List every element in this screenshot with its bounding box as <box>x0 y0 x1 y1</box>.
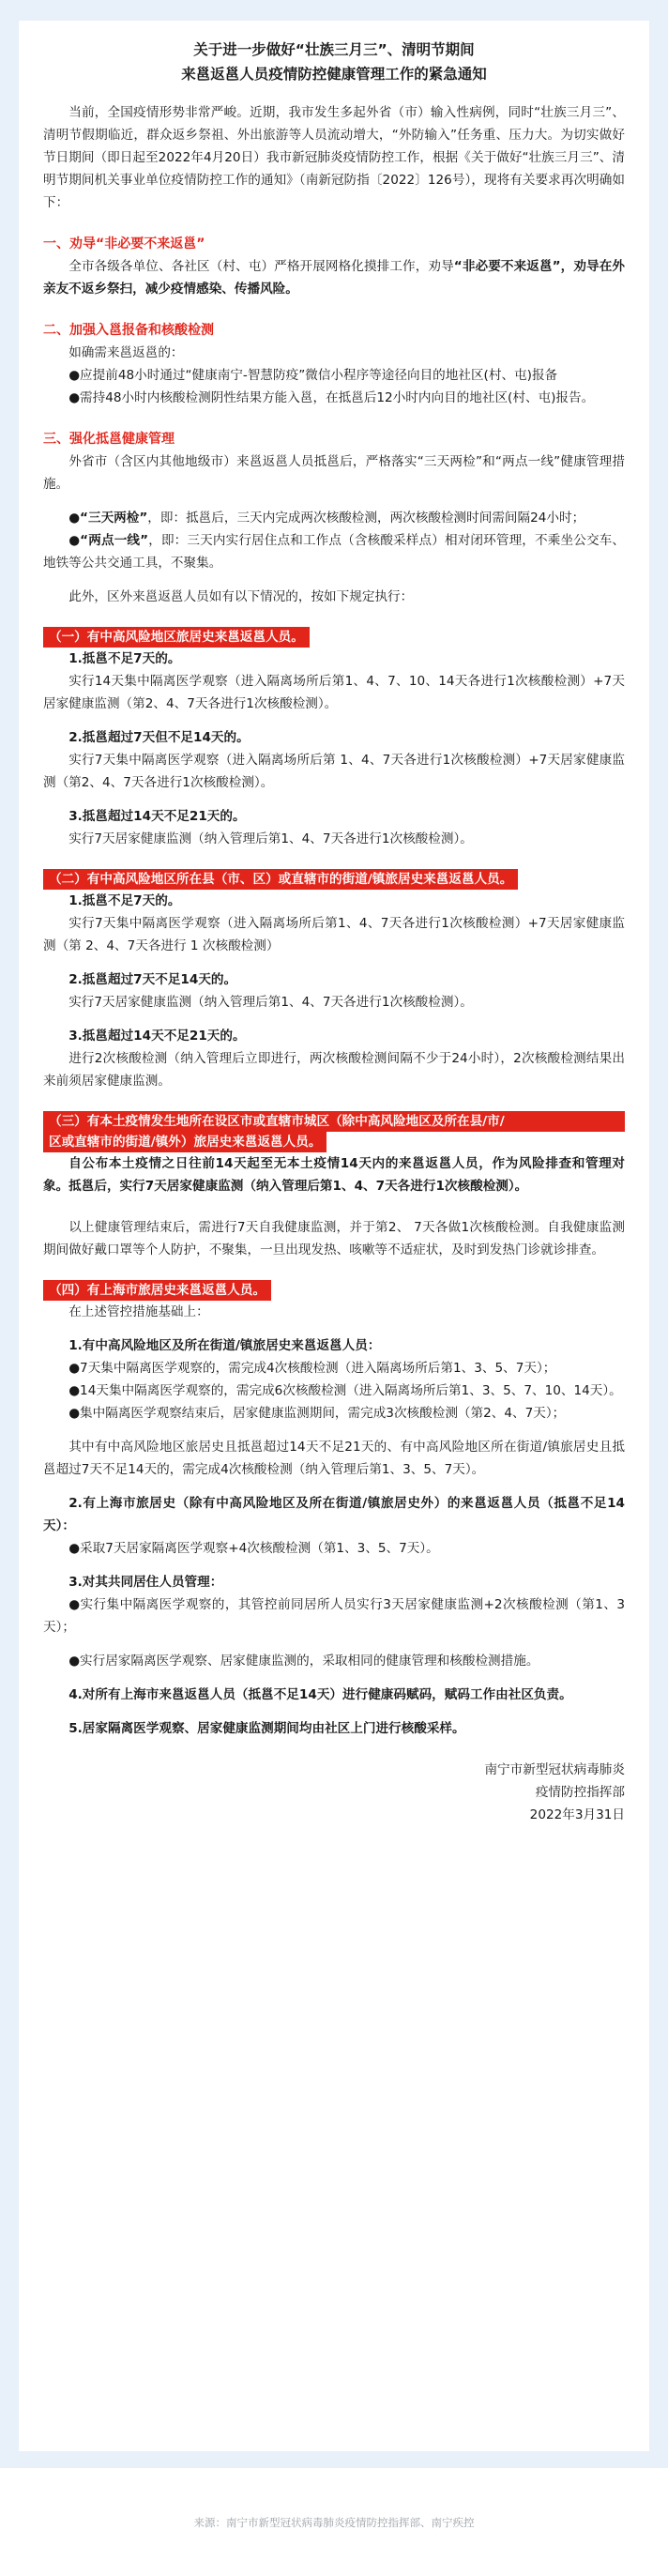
notice-card <box>19 21 649 2451</box>
three-days-two-tests: ●“三天两检”，即：抵邕后，三天内完成两次核酸检测，两次核酸检测时间需间隔24小时； <box>68 511 585 526</box>
case-3-bar-line-1: （三）有本土疫情发生地所在设区市或直辖市城区（除中高风险地区及所在县/市/ <box>43 1111 625 1132</box>
case-1-b-text: 实行7天集中隔离医学观察（进入隔离场所后第 1、4、7天各进行1次核酸检测）+7天居家健康监测（第2、4、7天各进行1次核酸检测）。 <box>43 753 625 790</box>
case-1-c-head: 3.抵邕超过14天不足21天的。 <box>68 809 246 824</box>
case-4-h3-l2: ●实行居家隔离医学观察、居家健康监测的，采取相同的健康管理和核酸检测措施。 <box>68 1654 539 1669</box>
case-4-h1-l3: ●集中隔离医学观察结束后，居家健康监测期间，需完成3次核酸检测（第2、4、7天）； <box>68 1406 566 1421</box>
section-2-heading: 二、加强入邕报备和核酸检测 <box>43 323 214 338</box>
case-1-bar: （一）有中高风险地区旅居史来邕返邕人员。 <box>43 627 310 648</box>
case-2-bar: （二）有中高风险地区所在县（市、区）或直辖市的街道/镇旅居史来邕返邕人员。 <box>43 869 518 890</box>
case-4-h3: 3.对其共同居住人员管理： <box>68 1575 223 1590</box>
case-4-h3-l1: ●实行集中隔离医学观察的，其管控前同居所人员实行3天居家健康监测+2次核酸检测（第1、3天）； <box>43 1597 625 1635</box>
case-4-h4: 4.对所有上海市来邕返邕人员（抵邕不足14天）进行健康码赋码，赋码工作由社区负责。 <box>68 1687 572 1702</box>
notice-title <box>43 38 625 86</box>
title-line-2: 来邕返邕人员疫情防控健康管理工作的紧急通知 <box>181 66 487 83</box>
section-3-after: 此外，区外来邕返邕人员如有以下情况的，按如下规定执行： <box>68 589 414 604</box>
case-1-a-text: 实行14天集中隔离医学观察（进入隔离场所后第1、4、7、10、14天各进行1次核酸检测）+7天居家健康监测（第2、4、7天各进行1次核酸检测）。 <box>43 674 625 711</box>
case-2-b-head: 2.抵邕超过7天不足14天的。 <box>68 972 237 987</box>
section-1-text: 全市各级各单位、各社区（村、屯）严格开展网格化摸排工作，劝导“非必要不来返邕”，劝导在外亲友不返乡祭扫，减少疫情感染、传播风险。 <box>43 259 625 297</box>
case-4-base: 在上述管控措施基础上： <box>68 1304 209 1319</box>
section-2-line-1: ●应提前48小时通过“健康南宁-智慧防疫”微信小程序等途径向目的地社区(村、屯)报备 <box>68 368 558 383</box>
case-2-c-head: 3.抵邕超过14天不足21天的。 <box>68 1029 246 1044</box>
case-3-after: 以上健康管理结束后，需进行7天自我健康监测，并于第2、 7天各做1次核酸检测。自我健康监测期间做好戴口罩等个人防护，不聚集，一旦出现发热、咳嗽等不适症状，及时到发热门诊就诊排查。 <box>43 1220 625 1258</box>
signature-org-2: 疫情防控指挥部 <box>535 1785 625 1800</box>
section-2-line-2: ●需持48小时内核酸检测阴性结果方能入邕，在抵邕后12小时内向目的地社区(村、屯)报告。 <box>68 390 595 405</box>
two-points-one-line: ●“两点一线”，即：三天内实行居住点和工作点（含核酸采样点）相对闭环管理，不乘坐公交车、地铁等公共交通工具，不聚集。 <box>43 533 625 571</box>
source-footer: 来源：南宁市新型冠状病毒肺炎疫情防控指挥部、南宁疾控 <box>193 2515 475 2529</box>
section-3-heading: 三、强化抵邕健康管理 <box>43 432 175 447</box>
case-2-c-text: 进行2次核酸检测（纳入管理后立即进行，两次核酸检测间隔不少于24小时），2次核酸检测结果出来前须居家健康监测。 <box>43 1051 625 1089</box>
case-4-h1-after: 其中有中高风险地区旅居史且抵邕超过14天不足21天的、有中高风险地区所在街道/镇旅居史且抵邕超过7天不足14天的，需完成4次核酸检测（纳入管理后第1、3、5、7天）。 <box>43 1440 626 1477</box>
case-3-bar-line-2: 区或直辖市的街道/镇外）旅居史来邕返邕人员。 <box>43 1132 326 1152</box>
section-3-line-0: 外省市（含区内其他地级市）来邕返邕人员抵邕后，严格落实“三天两检”和“两点一线”健康管理措施。 <box>43 454 625 492</box>
case-4-h5: 5.居家隔离医学观察、居家健康监测期间均由社区上门进行核酸采样。 <box>68 1721 465 1736</box>
signature-block <box>43 1759 625 1826</box>
signature-org-1: 南宁市新型冠状病毒肺炎 <box>484 1762 625 1777</box>
case-4-bar: （四）有上海市旅居史来邕返邕人员。 <box>43 1280 271 1301</box>
case-1-b-head: 2.抵邕超过7天但不足14天的。 <box>68 730 250 745</box>
case-4-h2: 2.有上海市旅居史（除有中高风险地区及所在街道/镇旅居史外）的来邕返邕人员（抵邕不足14天）： <box>43 1496 625 1533</box>
case-2-a-text: 实行7天集中隔离医学观察（进入隔离场所后第1、4、7天各进行1次核酸检测）+7天居家健康监测（第 2、4、7天各进行 1 次核酸检测） <box>43 916 625 953</box>
case-4-h1-l1: ●7天集中隔离医学观察的，需完成4次核酸检测（进入隔离场所后第1、3、5、7天）； <box>68 1361 556 1376</box>
case-4-h1: 1.有中高风险地区及所在街道/镇旅居史来邕返邕人员： <box>68 1338 381 1353</box>
case-4-h2-l1: ●采取7天居家隔离医学观察+4次核酸检测（第1、3、5、7天）。 <box>68 1541 439 1556</box>
section-2-line-0: 如确需来邕返邕的： <box>68 345 184 360</box>
case-1-c-text: 实行7天居家健康监测（纳入管理后第1、4、7天各进行1次核酸检测）。 <box>68 831 473 846</box>
intro-paragraph: 当前，全国疫情形势非常严峻。近期，我市发生多起外省（市）输入性病例，同时“壮族三月三”、清明节假期临近，群众返乡祭祖、外出旅游等人员流动增大，“外防输入”任务重、压力大。为切实做好节日期间（即日起至2022年4月20日）我市新冠肺炎疫情防控工作，根据《关于做好“壮族三月三”、清明节期间机关事业单位疫情防控工作的通知》（南新冠防指〔2022〕126号），现将有关要求再次明确如下： <box>43 105 625 210</box>
signature-date: 2022年3月31日 <box>529 1807 625 1822</box>
case-2-b-text: 实行7天居家健康监测（纳入管理后第1、4、7天各进行1次核酸检测）。 <box>68 995 473 1010</box>
section-1-heading: 一、劝导“非必要不来返邕” <box>43 236 205 252</box>
case-1-a-head: 1.抵邕不足7天的。 <box>68 651 181 666</box>
title-line-1: 关于进一步做好“壮族三月三”、清明节期间 <box>193 41 475 58</box>
case-4-h1-l2: ●14天集中隔离医学观察的，需完成6次核酸检测（进入隔离场所后第1、3、5、7、10、14天）。 <box>68 1383 622 1398</box>
case-3-text: 自公布本土疫情之日往前14天起至无本土疫情14天内的来邕返邕人员，作为风险排查和管理对象。抵邕后，实行7天居家健康监测（纳入管理后第1、4、7天各进行1次核酸检测）。 <box>43 1156 625 1194</box>
case-2-a-head: 1.抵邕不足7天的。 <box>68 893 181 908</box>
